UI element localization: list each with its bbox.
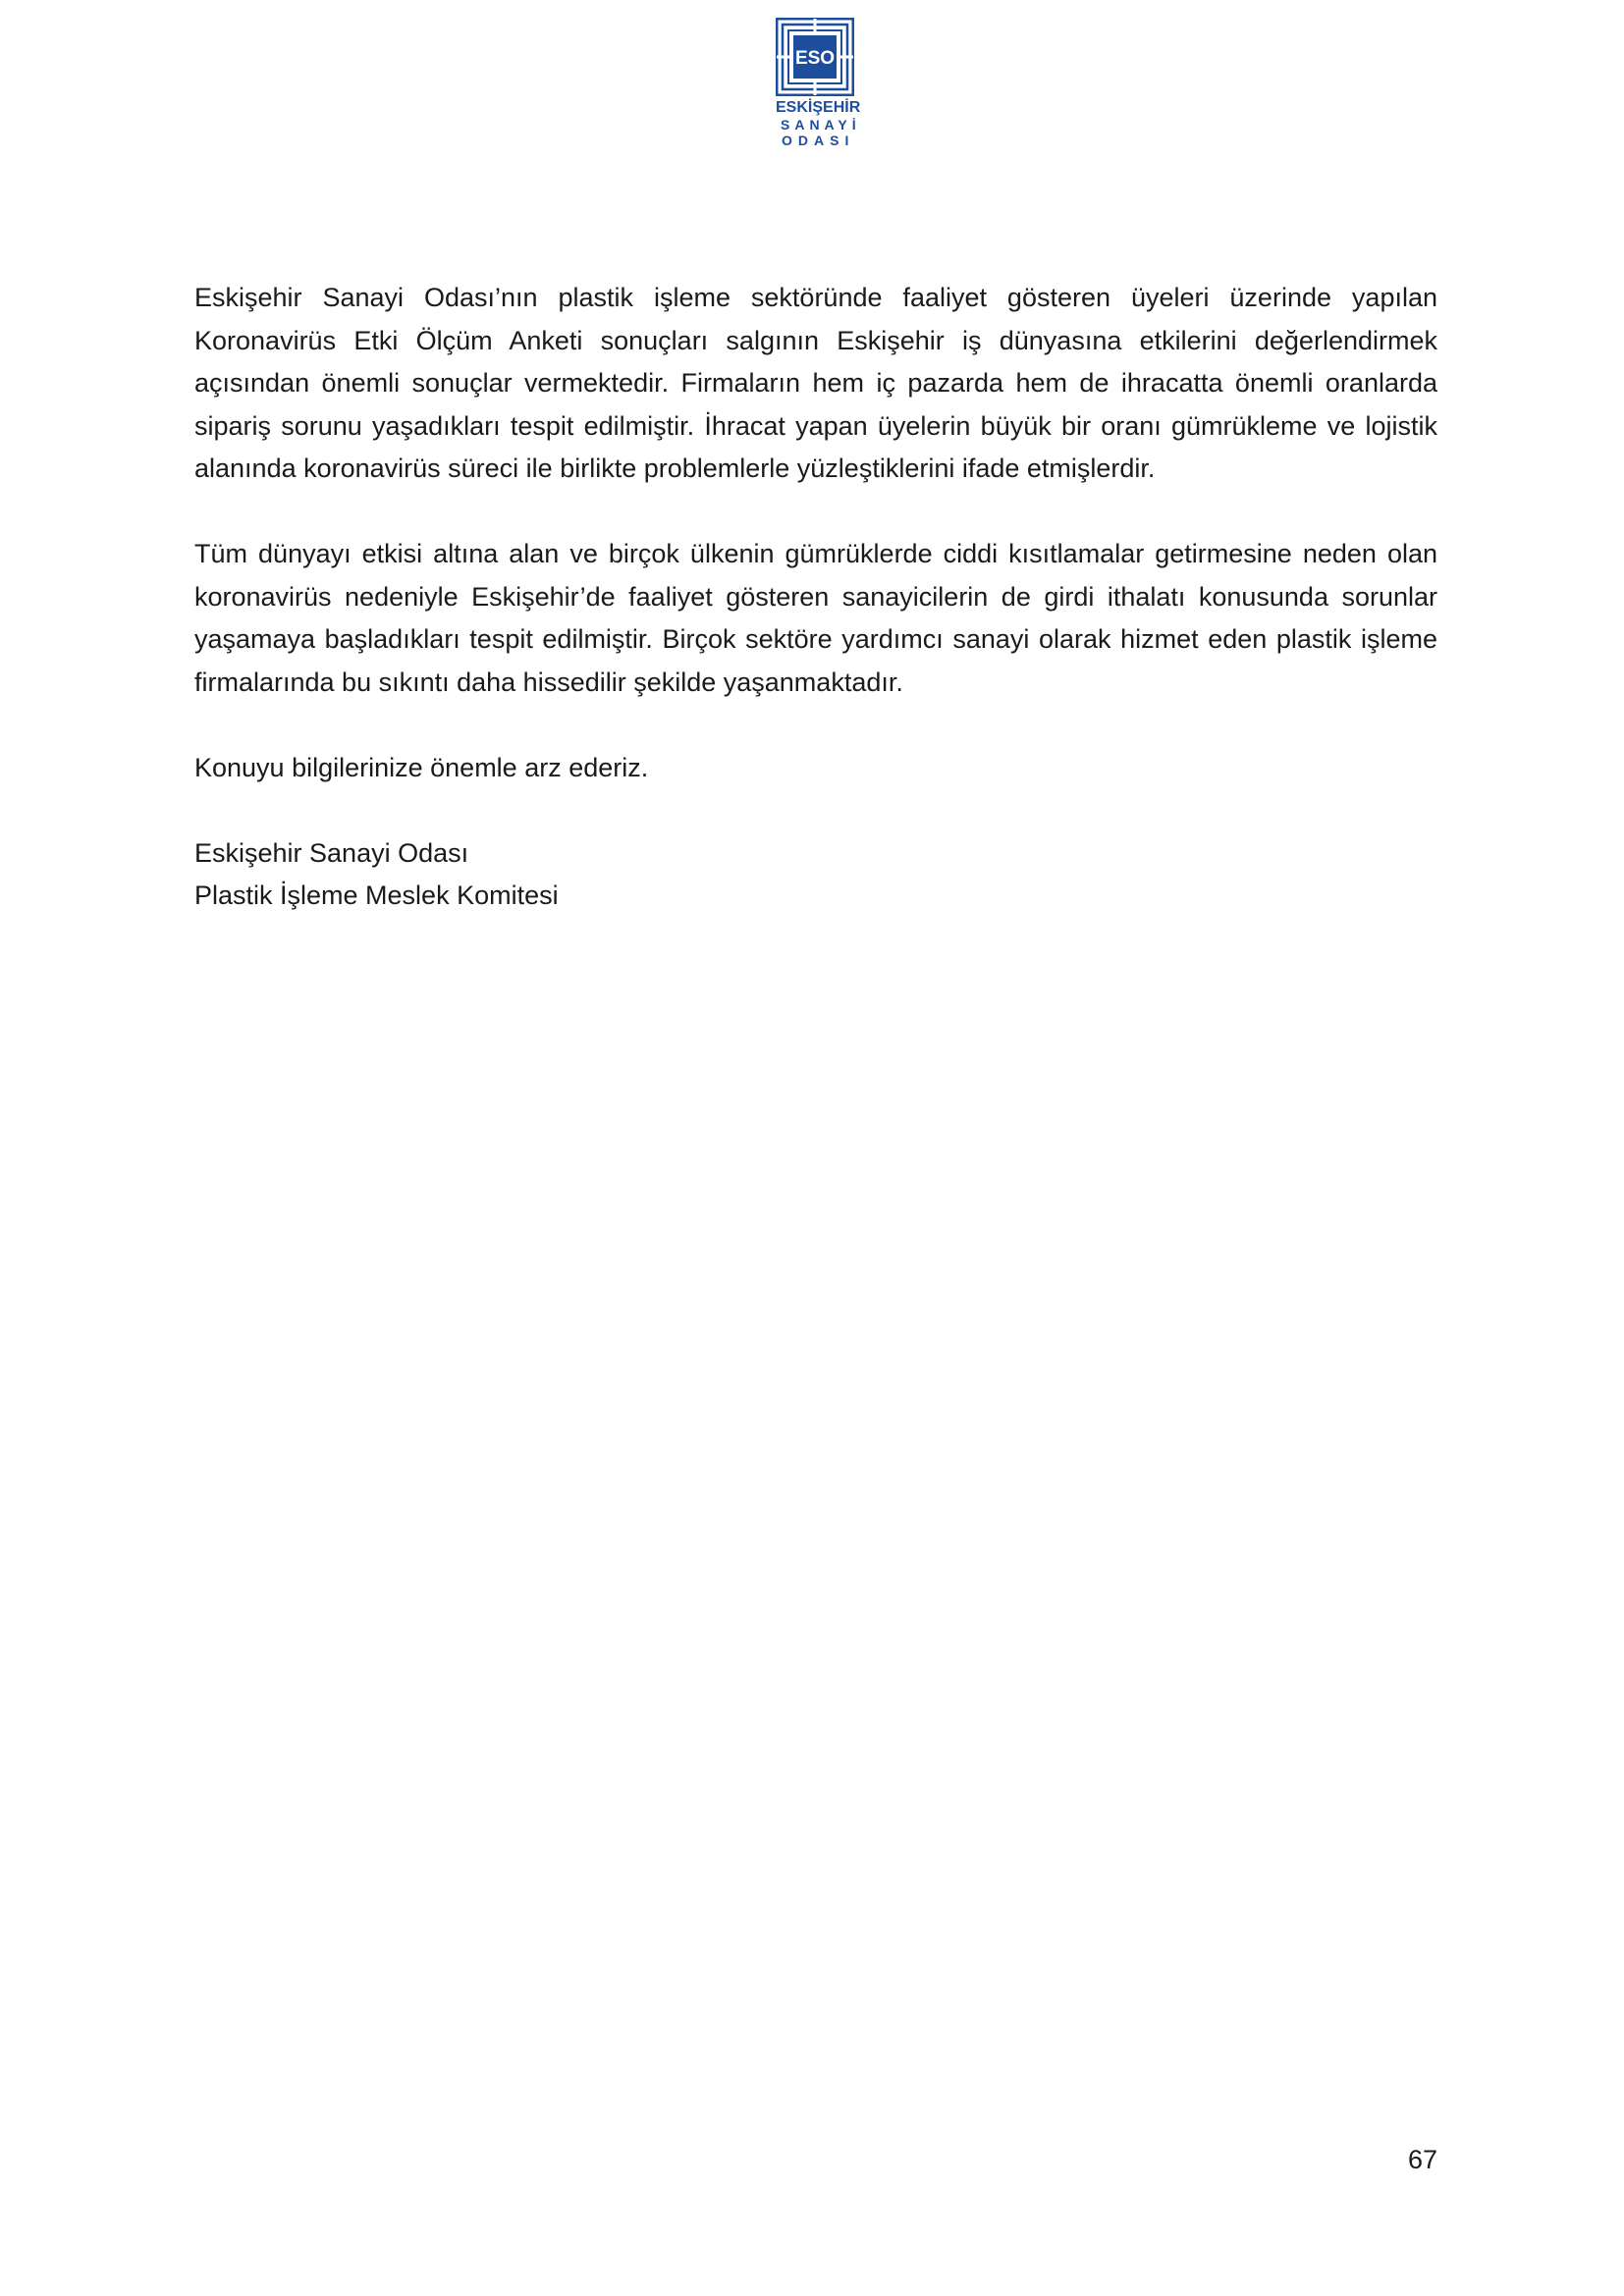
signature-block <box>194 832 1437 918</box>
logo-line-sanayi: SANAYİ <box>781 117 861 133</box>
page-number: 67 <box>1407 2145 1437 2174</box>
paragraph-1: Eskişehir Sanayi Odası’nın plastik işleme sektöründe faaliyet gösteren üyeleri üzerinde yapılan Koronavirüs Etki Ölçüm Anketi sonuçları salgının Eskişehir iş dünyasına etkilerini değerlendirmek açısından önemli sonuçlar vermektedir. Firmaların hem iç pazarda hem de ihracatta önemli oranlarda sipariş sorunu yaşadıkları tespit edilmiştir. İhracat yapan üyelerin büyük bir oranı gümrükleme ve lojistik alanında koronavirüs süreci ile birlikte problemlerle yüzleştiklerini ifade etmişlerdir. <box>194 283 1437 483</box>
letter-body <box>194 277 1437 918</box>
logo-line-eskisehir: ESKİŞEHİR <box>776 99 861 116</box>
eso-logo-mark-text: ESO <box>794 48 836 69</box>
signature-committee: Plastik İşleme Meslek Komitesi <box>194 881 559 910</box>
eso-logo-mark <box>776 18 854 96</box>
paragraph-2: Tüm dünyayı etkisi altına alan ve birçok ülkenin gümrüklerde ciddi kısıtlamalar getirmesine neden olan koronavirüs nedeniyle Eskişehir’de faaliyet gösteren sanayicilerin de girdi ithalatı konusunda sorunlar yaşamaya başladıkları tespit edilmiştir. Birçok sektöre yardımcı sanayi olarak hizmet eden plastik işleme firmalarında bu sıkıntı daha hissedilir şekilde yaşanmaktadır. <box>194 539 1437 697</box>
paragraph-closing: Konuyu bilgilerinize önemle arz ederiz. <box>194 752 649 782</box>
signature-organization: Eskişehir Sanayi Odası <box>194 837 469 868</box>
logo-line-odasi: ODASI <box>782 133 855 148</box>
eso-logo <box>776 18 861 148</box>
